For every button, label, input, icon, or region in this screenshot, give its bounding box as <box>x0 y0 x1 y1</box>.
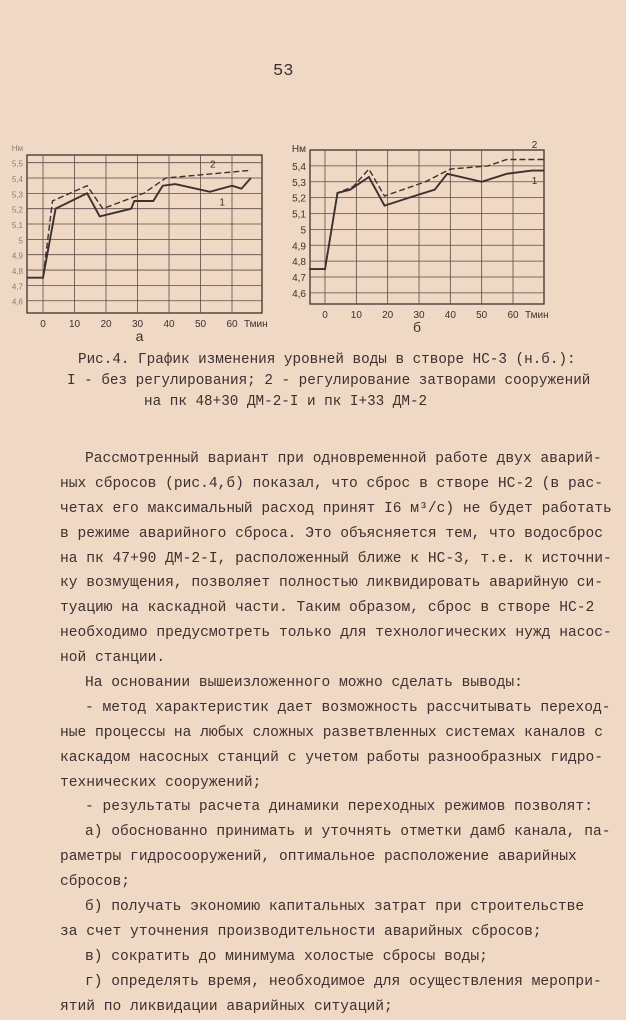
paragraph-line: г) определять время, необходимое для осуществления меропри- <box>85 973 602 990</box>
paragraph-line: необходимо предусмотреть только для технологических нужд насос- <box>60 625 612 642</box>
x-tick-label: 0 <box>322 310 328 321</box>
y-tick-label: 4,8 <box>292 257 306 269</box>
paragraph-line: в) сократить до минимума холостые сбросы воды; <box>85 948 488 965</box>
y-tick-label: 4,7 <box>292 273 306 285</box>
y-tick-label: 4,6 <box>11 297 23 307</box>
paragraph-line: - метод характеристик дает возможность рассчитывать переход- <box>85 699 611 716</box>
series-1-line <box>309 171 544 270</box>
paragraph-line: каскадом насосных станций с учетом работы разнообразных гидро- <box>60 749 603 766</box>
y-tick-label: 5,4 <box>292 161 306 173</box>
series-label: 2 <box>209 159 216 171</box>
paragraph-line: ятий по ликвидации аварийных ситуаций; <box>60 998 393 1015</box>
y-tick-label: 4,9 <box>292 241 306 253</box>
y-tick-label: 4,7 <box>11 282 23 292</box>
paragraph-line: ные процессы на любых сложных разветвленных системах каналов с <box>60 724 603 741</box>
x-tick-label: 60 <box>226 319 238 330</box>
y-axis-label: Нм <box>291 144 306 155</box>
figure-caption-line: I - без регулирования; 2 - регулирование затворами сооружений <box>67 373 591 389</box>
paragraph-line: раметры гидросооружений, оптимальное расположение аварийных <box>60 849 577 866</box>
paragraph-line: четах его максимальный расход принят I6 м³/с) не будет работать <box>60 500 612 517</box>
x-tick-label: 50 <box>194 319 207 330</box>
x-tick-label: 40 <box>444 310 456 321</box>
panel-label: б <box>412 319 422 335</box>
paragraph-line: На основании вышеизложенного можно сделать выводы: <box>85 675 523 692</box>
figure-caption-line: на пк 48+30 ДМ-2-I и пк I+33 ДМ-2 <box>144 394 428 410</box>
y-tick-label: 5,3 <box>11 190 23 200</box>
chart-a <box>0 120 300 350</box>
y-tick-label: 5,2 <box>11 205 23 215</box>
y-tick-label: 5,5 <box>11 159 23 169</box>
y-tick-label: 4,8 <box>11 267 23 277</box>
series-label: 1 <box>219 197 225 209</box>
paragraph-line: за счет уточнения производительности аварийных сбросов; <box>60 923 542 940</box>
paragraph-line: ных сбросов (рис.4,б) показал, что сброс в створе НС-2 (в рас- <box>60 475 603 492</box>
series-label: 2 <box>531 140 538 151</box>
paragraph-line: туацию на каскадной части. Таким образом, сброс в створе НС-2 <box>60 600 595 617</box>
series-2-line <box>309 160 544 270</box>
y-tick-label: 5,3 <box>292 177 306 189</box>
x-tick-label: 10 <box>350 310 362 321</box>
x-tick-label: 20 <box>382 310 394 321</box>
paragraph-line: б) получать экономию капитальных затрат при строительстве <box>85 899 585 916</box>
y-tick-label: 5 <box>18 236 23 246</box>
y-tick-label: 5,1 <box>11 221 23 231</box>
paragraph-line: - результаты расчета динамики переходных режимов позволят: <box>85 799 593 816</box>
y-tick-label: 5,1 <box>292 209 306 221</box>
x-tick-label: 20 <box>100 319 112 330</box>
x-tick-label: 0 <box>40 319 46 330</box>
paragraph-line: ку возмущения, позволяет полностью ликвидировать аварийную си- <box>60 575 603 592</box>
paragraph-line: сбросов; <box>60 874 131 891</box>
paragraph-line: а) обоснованно принимать и уточнять отметки дамб канала, па- <box>85 824 611 841</box>
x-tick-label: 50 <box>476 310 488 321</box>
paragraph-line: ной станции. <box>60 650 166 667</box>
x-tick-label: 60 <box>507 310 519 321</box>
paragraph-line: технических сооружений; <box>60 774 262 791</box>
page-number: 53 <box>273 62 294 81</box>
y-tick-label: 5,4 <box>11 175 23 185</box>
chart-b <box>280 120 580 350</box>
y-axis-label: Нм <box>11 144 23 153</box>
x-tick-label: 30 <box>413 310 425 321</box>
y-tick-label: 4,6 <box>292 288 306 300</box>
paragraph-line: Рассмотренный вариант при одновременной работе двух аварий- <box>85 451 602 467</box>
x-tick-label: 40 <box>163 319 175 330</box>
body-text <box>0 447 626 1019</box>
y-tick-label: 5 <box>300 225 306 237</box>
x-axis-label: Тмин <box>244 319 268 330</box>
y-tick-label: 4,9 <box>11 251 23 261</box>
plot-frame <box>27 155 262 313</box>
x-tick-label: 30 <box>131 319 144 330</box>
series-label: 1 <box>531 175 538 187</box>
paragraph-line: в режиме аварийного сброса. Это объясняется тем, что водосброс <box>60 525 603 542</box>
x-axis-label: Тмин <box>525 310 549 321</box>
paragraph-line: на пк 47+90 ДМ-2-I, расположенный ближе к НС-3, т.е. к источни- <box>60 550 612 567</box>
figure-caption-line: Рис.4. График изменения уровней воды в створе НС-3 (н.б.): <box>78 352 576 368</box>
x-tick-label: 10 <box>68 319 81 330</box>
panel-label: а <box>135 328 144 344</box>
y-tick-label: 5,2 <box>292 193 306 205</box>
